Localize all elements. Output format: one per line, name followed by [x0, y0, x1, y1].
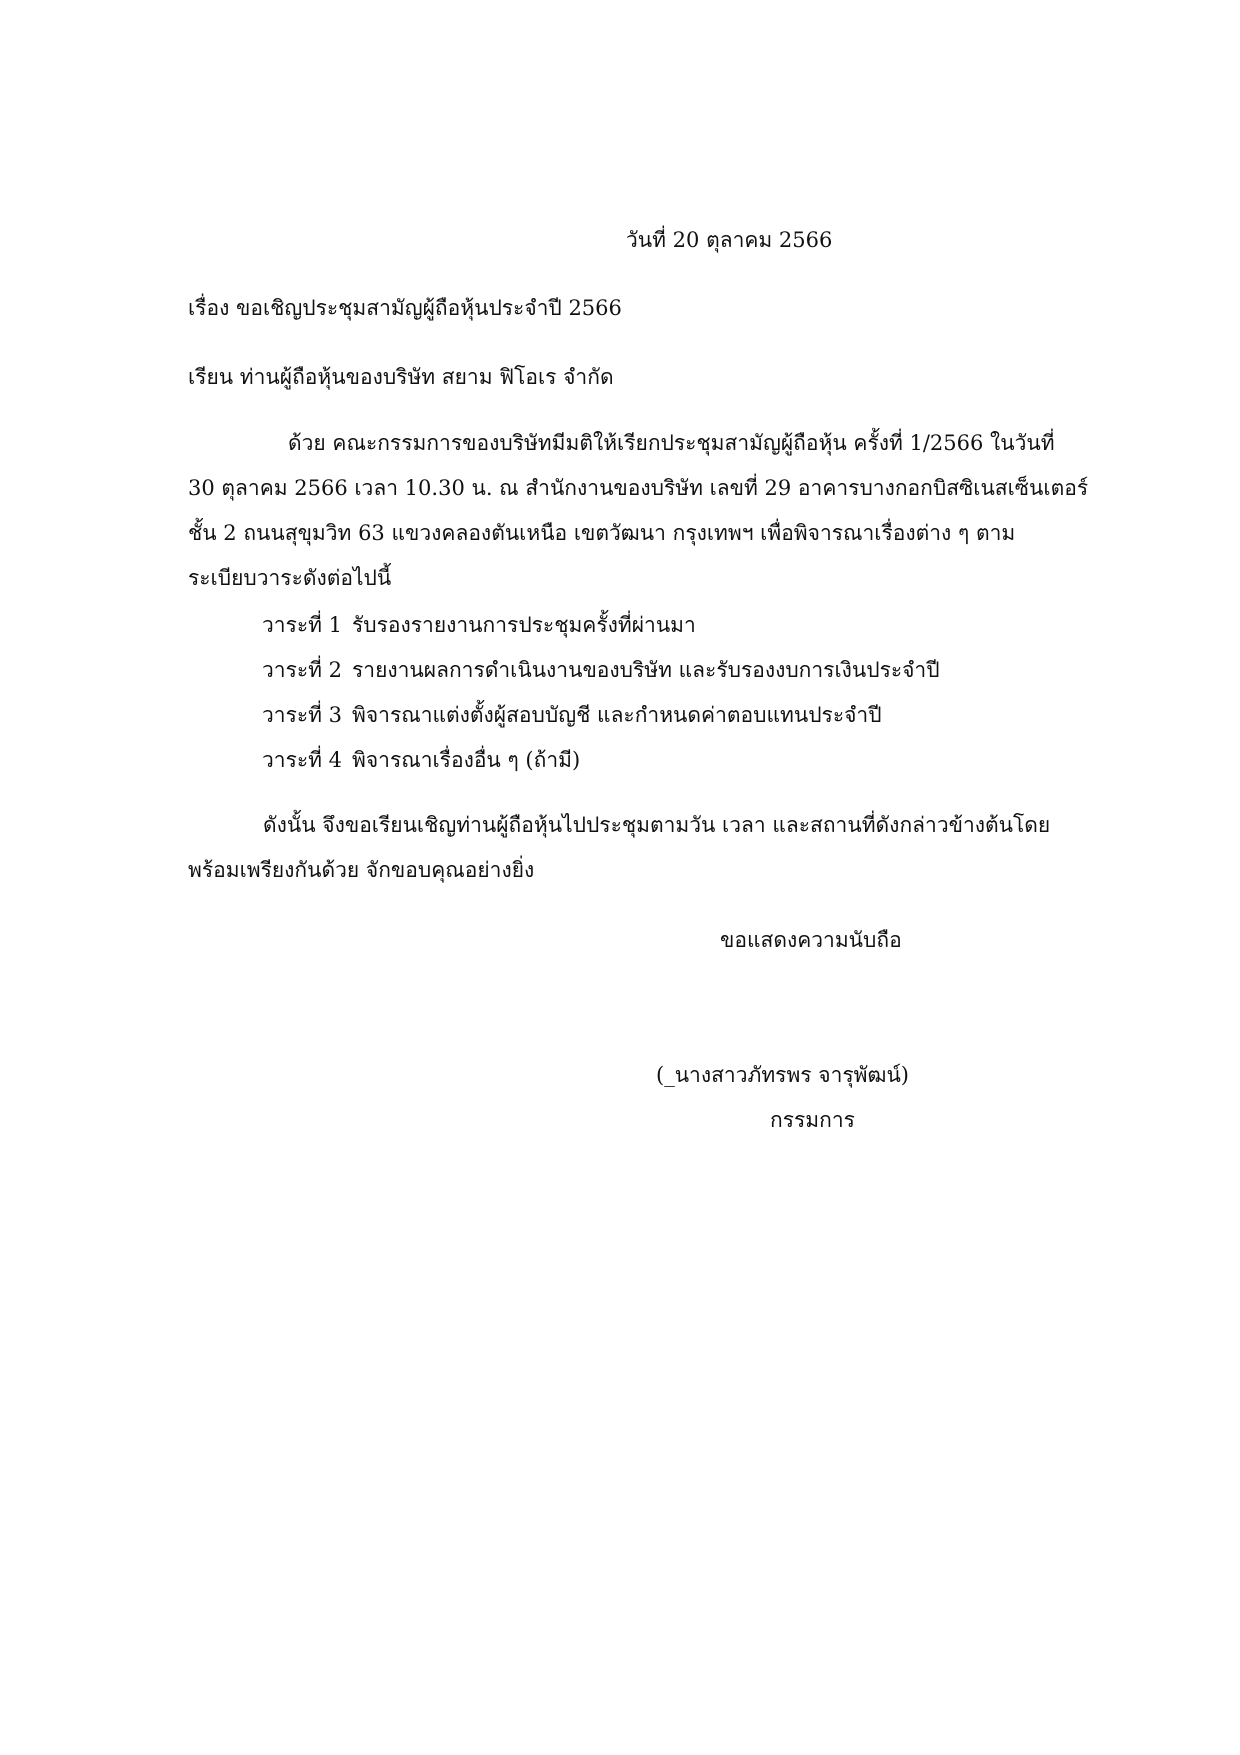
paragraph-2-line-1: ดังนั้น จึงขอเรียนเชิญท่านผู้ถือหุ้นไปประชุมตามวัน เวลา และสถานที่ดังกล่าวข้างต้นโดย — [263, 813, 1051, 837]
signatory-title: กรรมการ — [770, 1108, 855, 1132]
agenda-number: วาระที่ 3 — [262, 703, 343, 727]
agenda-number: วาระที่ 4 — [262, 748, 343, 772]
agenda-item — [262, 745, 580, 775]
signatory-name: (_นางสาวภัทรพร จารุพัฒน์) — [656, 1063, 909, 1087]
agenda-text: พิจารณาเรื่องอื่น ๆ (ถ้ามี) — [352, 748, 581, 772]
agenda-text: รายงานผลการดำเนินงานของบริษัท และรับรองงบการเงินประจำปี — [352, 658, 940, 682]
paragraph-2-line-2: พร้อมเพรียงกันด้วย จักขอบคุณอย่างยิ่ง — [188, 858, 535, 882]
letter-recipient: เรียน ท่านผู้ถือหุ้นของบริษัท สยาม ฟิโอเร จำกัด — [188, 365, 614, 389]
paragraph-1-line-2: 30 ตุลาคม 2566 เวลา 10.30 น. ณ สำนักงานของบริษัท เลขที่ 29 อาคารบางกอกบิสซิเนสเซ็นเตอร์ — [188, 476, 1089, 500]
letter-date: วันที่ 20 ตุลาคม 2566 — [626, 228, 833, 252]
closing-phrase: ขอแสดงความนับถือ — [720, 928, 902, 952]
paragraph-1-line-4: ระเบียบวาระดังต่อไปนี้ — [188, 566, 392, 590]
paragraph-1-line-1: ด้วย คณะกรรมการของบริษัทมีมติให้เรียกประชุมสามัญผู้ถือหุ้น ครั้งที่ 1/2566 ในวันที่ — [288, 431, 1055, 455]
letter-subject: เรื่อง ขอเชิญประชุมสามัญผู้ถือหุ้นประจำปี 2566 — [188, 296, 622, 320]
paragraph-1-line-3: ชั้น 2 ถนนสุขุมวิท 63 แขวงคลองตันเหนือ เขตวัฒนา กรุงเทพฯ เพื่อพิจารณาเรื่องต่าง ๆ ตาม — [188, 521, 1016, 545]
agenda-text: รับรองรายงานการประชุมครั้งที่ผ่านมา — [352, 613, 696, 637]
agenda-number: วาระที่ 2 — [262, 658, 343, 682]
agenda-text: พิจารณาแต่งตั้งผู้สอบบัญชี และกำหนดค่าตอบแทนประจำปี — [352, 703, 882, 727]
agenda-item — [262, 700, 882, 730]
agenda-number: วาระที่ 1 — [262, 613, 343, 637]
agenda-item — [262, 610, 696, 640]
agenda-item — [262, 655, 940, 685]
